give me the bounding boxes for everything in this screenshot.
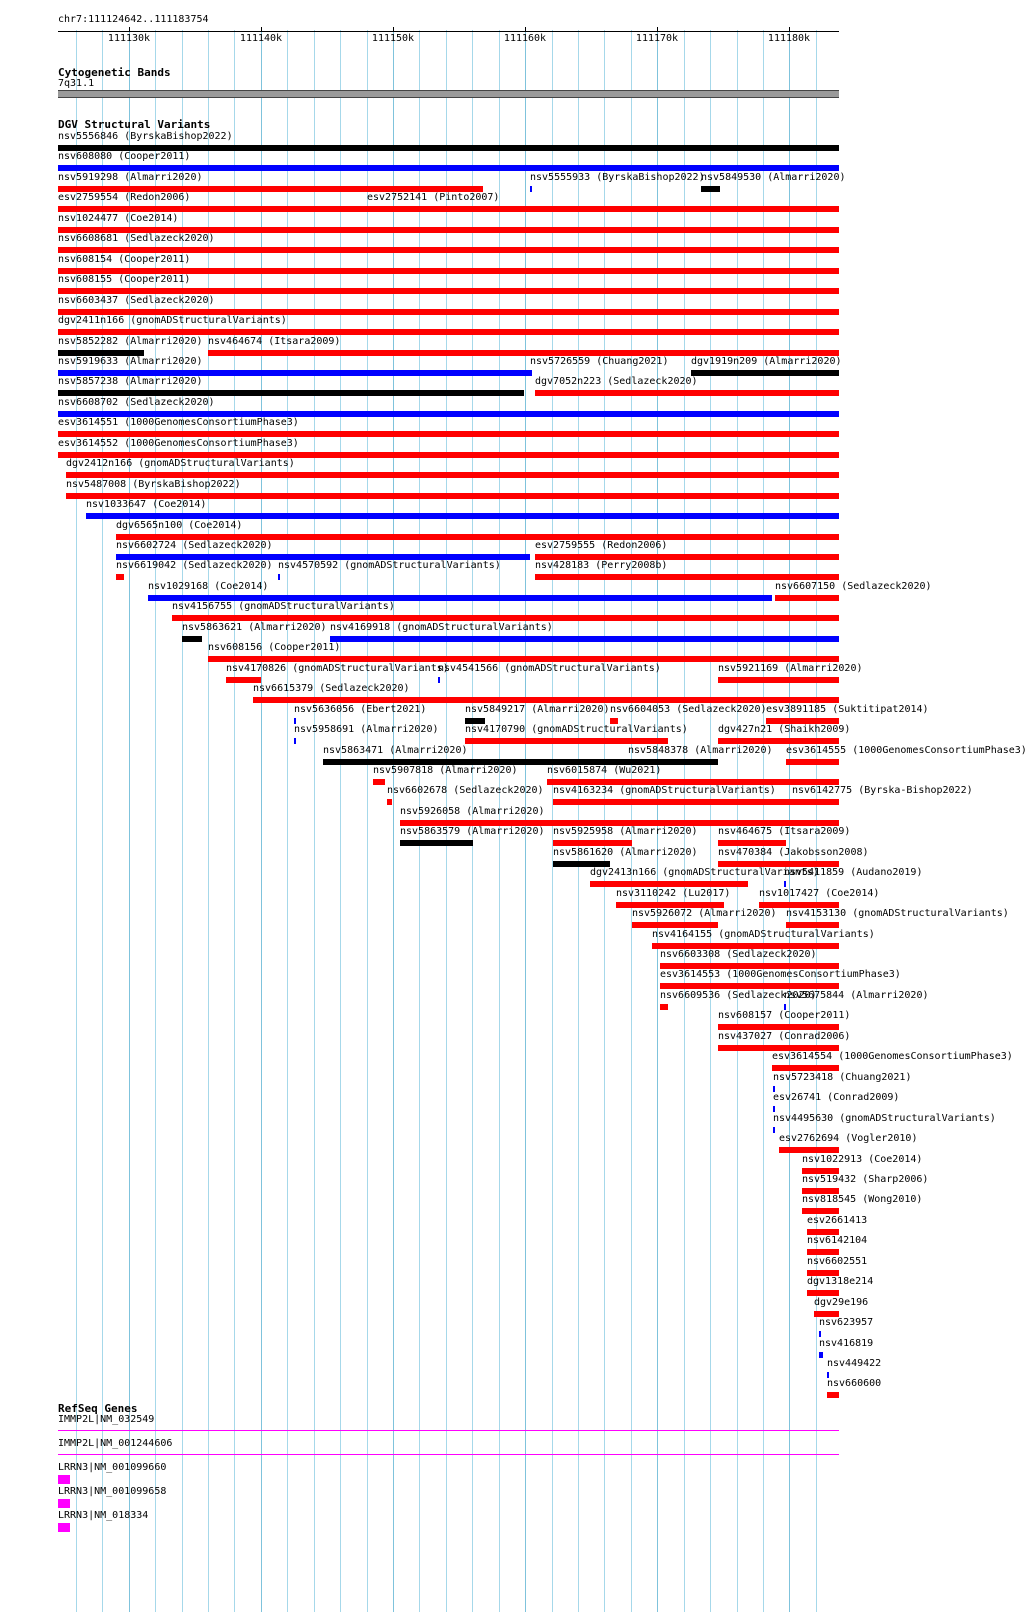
sv-feature-bar[interactable] (330, 636, 839, 642)
sv-feature-label[interactable]: nsv608154 (Cooper2011) (58, 254, 191, 265)
cytoband-bar[interactable] (58, 90, 839, 98)
sv-feature-bar[interactable] (772, 1065, 839, 1071)
sv-feature-label[interactable]: nsv6607150 (Sedlazeck2020) (775, 581, 932, 592)
sv-feature-bar[interactable] (253, 697, 839, 703)
sv-feature-label[interactable]: nsv416819 (819, 1338, 874, 1349)
ruler-tick (657, 27, 658, 32)
sv-feature-bar[interactable] (807, 1290, 839, 1296)
sv-feature-bar[interactable] (819, 1331, 821, 1337)
sv-feature-bar[interactable] (294, 738, 296, 744)
sv-feature-label[interactable]: dgv6565n100 (Coe2014) (116, 520, 243, 531)
sv-feature-bar[interactable] (718, 840, 786, 846)
gene-label[interactable]: LRRN3|NM_001099660 (58, 1462, 167, 1473)
sv-feature-label[interactable]: nsv6603308 (Sedlazeck2020) (660, 949, 817, 960)
sv-feature-bar[interactable] (819, 1352, 823, 1358)
ruler-tick (129, 27, 130, 32)
sv-feature-label[interactable]: nsv608080 (Cooper2011) (58, 151, 191, 162)
sv-feature-bar[interactable] (773, 1106, 775, 1112)
sv-feature-label[interactable]: nsv6619042 (Sedlazeck2020) (116, 560, 273, 571)
sv-feature-bar[interactable] (535, 390, 839, 396)
sv-feature-label[interactable]: nsv519432 (Sharp2006) (802, 1174, 929, 1185)
sv-feature-bar[interactable] (553, 840, 632, 846)
ruler-tick-label: 111150k (371, 33, 415, 44)
ruler-location: chr7:111124642..111183754 (58, 14, 209, 25)
sv-feature-bar[interactable] (827, 1392, 839, 1398)
sv-feature-label[interactable]: esv2762694 (Vogler2010) (779, 1133, 918, 1144)
sv-feature-label[interactable]: nsv5852282 (Almarri2020) (58, 336, 203, 347)
sv-feature-bar[interactable] (718, 738, 839, 744)
sv-feature-label[interactable]: nsv5863471 (Almarri2020) (323, 745, 468, 756)
sv-feature-bar[interactable] (775, 595, 839, 601)
sv-feature-bar[interactable] (116, 574, 124, 580)
sv-feature-label[interactable]: nsv4570592 (gnomADStructuralVariants) (278, 560, 501, 571)
sv-feature-bar[interactable] (779, 1147, 839, 1153)
sv-feature-bar[interactable] (530, 186, 532, 192)
sv-feature-label[interactable]: nsv6015874 (Wu2021) (547, 765, 662, 776)
sv-feature-label[interactable]: dgv2413n166 (gnomADStructuralVariants) (590, 867, 819, 878)
sv-feature-label[interactable]: nsv6604053 (Sedlazeck2020) (610, 704, 767, 715)
sv-feature-label[interactable]: nsv5726559 (Chuang2021) (530, 356, 669, 367)
ruler-tick (789, 27, 790, 32)
ruler-tick-label: 111160k (503, 33, 547, 44)
sv-feature-label[interactable]: esv3614554 (1000GenomesConsortiumPhase3) (772, 1051, 1013, 1062)
sv-feature-label[interactable]: nsv6602678 (Sedlazeck2020) (387, 785, 544, 796)
sv-feature-label[interactable]: dgv7052n223 (Sedlazeck2020) (535, 376, 698, 387)
sv-feature-label[interactable]: nsv5926058 (Almarri2020) (400, 806, 545, 817)
sv-feature-label[interactable]: nsv5857238 (Almarri2020) (58, 376, 203, 387)
sv-feature-label[interactable]: nsv3110242 (Lu2017) (616, 888, 731, 899)
sv-feature-label[interactable]: nsv4156755 (gnomADStructuralVariants) (172, 601, 395, 612)
sv-feature-label[interactable]: esv2759554 (Redon2006) (58, 192, 191, 203)
sv-feature-label[interactable]: esv3614552 (1000GenomesConsortiumPhase3) (58, 438, 299, 449)
sv-feature-label[interactable]: nsv5926072 (Almarri2020) (632, 908, 777, 919)
sv-feature-label[interactable]: nsv428183 (Perry2008b) (535, 560, 668, 571)
sv-feature-label[interactable]: nsv6602724 (Sedlazeck2020) (116, 540, 273, 551)
sv-feature-bar[interactable] (792, 799, 839, 805)
sv-feature-bar[interactable] (632, 922, 718, 928)
sv-feature-label[interactable]: esv2752141 (Pinto2007) (367, 192, 500, 203)
gene-label[interactable]: IMMP2L|NM_001244606 (58, 1438, 173, 1449)
sv-feature-label[interactable]: nsv4164155 (gnomADStructuralVariants) (652, 929, 875, 940)
sv-feature-bar[interactable] (172, 615, 839, 621)
sv-feature-bar[interactable] (66, 472, 839, 478)
sv-feature-label[interactable]: nsv437027 (Conrad2006) (718, 1031, 851, 1042)
ruler-tick (393, 27, 394, 32)
sv-feature-label[interactable]: nsv5919298 (Almarri2020) (58, 172, 203, 183)
sv-feature-bar[interactable] (786, 922, 839, 928)
sv-feature-bar[interactable] (58, 288, 839, 294)
sv-feature-bar[interactable] (400, 840, 473, 846)
sv-feature-bar[interactable] (660, 1004, 668, 1010)
sv-feature-bar[interactable] (208, 656, 839, 662)
refseq-track-title[interactable]: RefSeq Genes (58, 1402, 138, 1415)
sv-feature-label[interactable]: esv26741 (Conrad2009) (773, 1092, 900, 1103)
ruler-tick-label: 111130k (107, 33, 151, 44)
sv-feature-label[interactable]: nsv6608681 (Sedlazeck2020) (58, 233, 215, 244)
sv-feature-label[interactable]: nsv5487008 (ByrskaBishop2022) (66, 479, 241, 490)
sv-feature-label[interactable]: nsv608156 (Cooper2011) (208, 642, 341, 653)
sv-feature-bar[interactable] (530, 370, 532, 376)
sv-feature-label[interactable]: nsv5849530 (Almarri2020) (701, 172, 846, 183)
sv-feature-label[interactable]: nsv4541566 (gnomADStructuralVariants) (438, 663, 661, 674)
sv-feature-bar[interactable] (182, 636, 202, 642)
gene-exon[interactable] (58, 1475, 70, 1484)
sv-feature-label[interactable]: nsv5958691 (Almarri2020) (294, 724, 439, 735)
sv-feature-bar[interactable] (660, 983, 839, 989)
sv-feature-bar[interactable] (58, 390, 524, 396)
sv-feature-label[interactable]: nsv608157 (Cooper2011) (718, 1010, 851, 1021)
sv-feature-label[interactable]: nsv5555933 (ByrskaBishop2022) (530, 172, 705, 183)
ruler-tick-label: 111140k (239, 33, 283, 44)
sv-feature-label[interactable]: nsv6603437 (Sedlazeck2020) (58, 295, 215, 306)
sv-feature-label[interactable]: esv3614551 (1000GenomesConsortiumPhase3) (58, 417, 299, 428)
sv-feature-label[interactable]: esv2759555 (Redon2006) (535, 540, 668, 551)
ruler-axis (58, 31, 839, 32)
sv-feature-label[interactable]: nsv4163234 (gnomADStructuralVariants) (553, 785, 776, 796)
sv-feature-label[interactable]: nsv5861620 (Almarri2020) (553, 847, 698, 858)
sv-feature-label[interactable]: nsv464675 (Itsara2009) (718, 826, 851, 837)
sv-feature-label[interactable]: nsv1022913 (Coe2014) (802, 1154, 923, 1165)
sv-feature-bar[interactable] (718, 677, 839, 683)
sv-feature-bar[interactable] (691, 370, 839, 376)
sv-feature-label[interactable]: nsv4170790 (gnomADStructuralVariants) (465, 724, 688, 735)
sv-feature-label[interactable]: esv3891185 (Suktitipat2014) (766, 704, 929, 715)
cytoband-track-title[interactable]: Cytogenetic Bands (58, 66, 171, 79)
sv-feature-label[interactable]: nsv6609536 (Sedlazeck2020) (660, 990, 817, 1001)
sv-feature-bar[interactable] (590, 881, 748, 887)
sv-feature-bar[interactable] (784, 881, 786, 887)
sv-feature-bar[interactable] (773, 1127, 775, 1133)
sv-feature-label[interactable]: nsv5863579 (Almarri2020) (400, 826, 545, 837)
sv-feature-label[interactable]: nsv5919633 (Almarri2020) (58, 356, 203, 367)
sv-feature-label[interactable]: nsv623957 (819, 1317, 874, 1328)
sv-feature-bar[interactable] (718, 1024, 839, 1030)
sv-feature-label[interactable]: nsv660600 (827, 1378, 882, 1389)
sv-feature-label[interactable]: nsv6142775 (Byrska-Bishop2022) (792, 785, 973, 796)
sv-feature-label[interactable]: nsv5411859 (Audano2019) (784, 867, 923, 878)
sv-feature-label[interactable]: esv2661413 (807, 1215, 868, 1226)
sv-feature-bar[interactable] (58, 431, 839, 437)
cytoband-label: 7q31.1 (58, 78, 95, 89)
sv-feature-bar[interactable] (786, 759, 839, 765)
sv-feature-label[interactable]: nsv5863621 (Almarri2020) (182, 622, 327, 633)
gene-label[interactable]: LRRN3|NM_018334 (58, 1510, 149, 1521)
sv-feature-label[interactable]: dgv2412n166 (gnomADStructuralVariants) (66, 458, 295, 469)
ruler-tick-label: 111180k (767, 33, 811, 44)
sv-feature-bar[interactable] (438, 677, 440, 683)
sv-feature-label[interactable]: nsv608155 (Cooper2011) (58, 274, 191, 285)
sv-feature-label[interactable]: dgv1919n209 (Almarri2020) (691, 356, 842, 367)
sv-feature-label[interactable]: nsv5849217 (Almarri2020) (465, 704, 610, 715)
sv-feature-label[interactable]: nsv4495630 (gnomADStructuralVariants) (773, 1113, 996, 1124)
sv-feature-label[interactable]: nsv1033647 (Coe2014) (86, 499, 207, 510)
sv-feature-label[interactable]: nsv5848378 (Almarri2020) (628, 745, 773, 756)
sv-feature-label[interactable]: nsv464674 (Itsara2009) (208, 336, 341, 347)
sv-feature-bar[interactable] (807, 1249, 839, 1255)
sv-feature-label[interactable]: nsv6602551 (807, 1256, 868, 1267)
ruler-tick (525, 27, 526, 32)
sv-feature-label[interactable]: nsv4153130 (gnomADStructuralVariants) (786, 908, 1009, 919)
sv-feature-label[interactable]: nsv5907818 (Almarri2020) (373, 765, 518, 776)
sv-feature-label[interactable]: nsv5556846 (ByrskaBishop2022) (58, 131, 233, 142)
sv-feature-bar[interactable] (278, 574, 280, 580)
gene-intron-line[interactable] (58, 1454, 839, 1455)
sv-feature-label[interactable]: dgv1318e214 (807, 1276, 874, 1287)
sv-feature-bar[interactable] (701, 186, 720, 192)
sv-feature-label[interactable]: nsv6615379 (Sedlazeck2020) (253, 683, 410, 694)
sv-feature-bar[interactable] (58, 165, 839, 171)
sv-feature-label[interactable]: nsv5723418 (Chuang2021) (773, 1072, 912, 1083)
sv-feature-label[interactable]: nsv818545 (Wong2010) (802, 1194, 923, 1205)
sv-feature-label[interactable]: nsv5675844 (Almarri2020) (784, 990, 929, 1001)
sv-feature-label[interactable]: nsv5921169 (Almarri2020) (718, 663, 863, 674)
sv-feature-label[interactable]: dgv29e196 (814, 1297, 869, 1308)
sv-feature-label[interactable]: nsv470384 (Jakobsson2008) (718, 847, 869, 858)
sv-feature-bar[interactable] (802, 1208, 839, 1214)
sv-feature-label[interactable]: nsv5925958 (Almarri2020) (553, 826, 698, 837)
sv-feature-label[interactable]: dgv427n21 (Shaikh2009) (718, 724, 851, 735)
sv-feature-label[interactable]: esv3614555 (1000GenomesConsortiumPhase3) (786, 745, 1027, 756)
sv-feature-bar[interactable] (58, 247, 839, 253)
gene-exon[interactable] (58, 1523, 70, 1532)
sv-feature-bar[interactable] (535, 574, 839, 580)
sv-feature-bar[interactable] (373, 779, 385, 785)
ruler-tick (261, 27, 262, 32)
gene-label[interactable]: IMMP2L|NM_032549 (58, 1414, 155, 1425)
sv-feature-label[interactable]: nsv6142104 (807, 1235, 868, 1246)
sv-feature-bar[interactable] (387, 799, 392, 805)
sv-feature-label[interactable]: esv3614553 (1000GenomesConsortiumPhase3) (660, 969, 901, 980)
sv-feature-label[interactable]: nsv4170826 (gnomADStructuralVariants) (226, 663, 449, 674)
ruler-tick-label: 111170k (635, 33, 679, 44)
gene-label[interactable]: LRRN3|NM_001099658 (58, 1486, 167, 1497)
dgv-track-title[interactable]: DGV Structural Variants (58, 118, 211, 131)
sv-feature-label[interactable]: nsv6608702 (Sedlazeck2020) (58, 397, 215, 408)
sv-feature-label[interactable]: nsv5636056 (Ebert2021) (294, 704, 427, 715)
gene-intron-line[interactable] (58, 1430, 839, 1431)
sv-feature-bar[interactable] (465, 738, 668, 744)
sv-feature-bar[interactable] (86, 513, 839, 519)
sv-feature-label[interactable]: nsv1017427 (Coe2014) (759, 888, 880, 899)
sv-feature-bar[interactable] (58, 329, 839, 335)
gene-exon[interactable] (58, 1499, 70, 1508)
sv-feature-label[interactable]: dgv2411n166 (gnomADStructuralVariants) (58, 315, 287, 326)
sv-feature-label[interactable]: nsv449422 (827, 1358, 882, 1369)
sv-feature-label[interactable]: nsv4169918 (gnomADStructuralVariants) (330, 622, 553, 633)
sv-feature-label[interactable]: nsv1029168 (Coe2014) (148, 581, 269, 592)
sv-feature-bar[interactable] (367, 206, 839, 212)
sv-feature-label[interactable]: nsv1024477 (Coe2014) (58, 213, 179, 224)
